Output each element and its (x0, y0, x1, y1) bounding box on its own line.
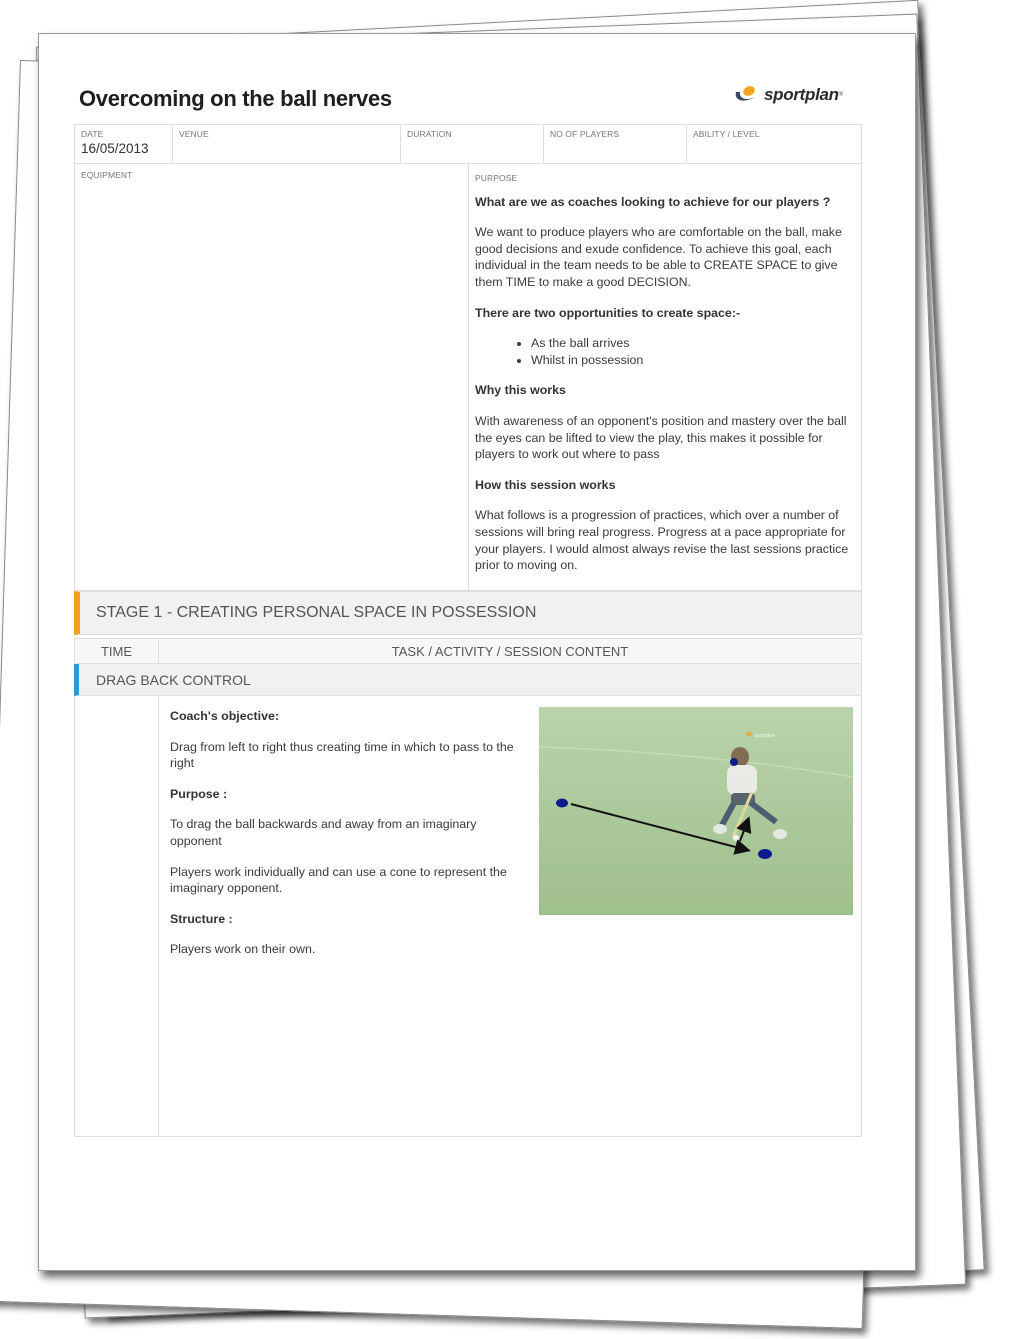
task-column-header: TASK / ACTIVITY / SESSION CONTENT (391, 643, 629, 659)
purpose-heading-opportunities: There are two opportunities to create space:- (475, 305, 741, 320)
registered-mark: ® (838, 92, 844, 98)
coach-objective-text: Drag from left to right thus creating time in which to pass to the right (170, 739, 514, 771)
activity-purpose-label: Purpose : (170, 786, 228, 801)
sportplan-swoosh-icon (733, 84, 763, 106)
session-details-grid (74, 124, 862, 1137)
list-item: • Whilst in possession (531, 352, 855, 369)
ability-cell (687, 125, 861, 163)
venue-label: VENUE (179, 129, 209, 139)
venue-cell (173, 125, 401, 163)
session-plan-page (38, 33, 916, 1271)
drill-diagram-image (539, 707, 853, 915)
purpose-heading-achieve: What are we as coaches looking to achieve for our players ? (475, 194, 831, 209)
info-row (74, 124, 862, 164)
duration-label: DURATION (407, 129, 452, 139)
ability-label: ABILITY / LEVEL (693, 129, 760, 139)
activity-time-cell (75, 696, 159, 1136)
purpose-paragraph-intro: We want to produce players who are comfortable on the ball, make good decisions and exude confidence. To achieve this goal, each individual in the team needs to be able to CREATE SPACE to give them TIME to make a good DECISION. (475, 225, 842, 289)
purpose-label: PURPOSE (475, 173, 518, 183)
date-value: 16/05/2013 (81, 141, 149, 156)
equipment-cell (75, 164, 469, 590)
activity-description (170, 708, 530, 958)
date-cell (75, 125, 173, 163)
purpose-heading-how: How this session works (475, 477, 616, 492)
activity-content-cell (159, 696, 861, 1136)
duration-cell (401, 125, 544, 163)
coach-objective-label: Coach's objective: (170, 709, 279, 723)
activity-column-headers (74, 638, 862, 664)
equipment-label: EQUIPMENT (81, 170, 133, 180)
structure-label: Structure : (170, 911, 233, 926)
opportunities-list (475, 335, 855, 368)
stage-header: STAGE 1 - CREATING PERSONAL SPACE IN POSSESSION (74, 591, 862, 635)
activity-purpose-text: To drag the ball backwards and away from an imaginary opponent (170, 817, 477, 848)
purpose-heading-why: Why this works (475, 383, 566, 398)
purpose-paragraph-how: What follows is a progression of practices, which over a number of sessions will bring real progress. Progress at a pace appropriate for your players. I would almost always revise the last sessions practice prior to moving on. (475, 508, 849, 573)
players-label: NO OF PLAYERS (550, 129, 620, 139)
sportplan-logo (733, 84, 843, 106)
logo-wordmark: sportplan (764, 85, 839, 104)
purpose-paragraph-why: With awareness of an opponent's position and mastery over the ball the eyes can be lifted to view the play, this makes it possible for players to work out where to pass (475, 413, 847, 462)
svg-text:sportplan: sportplan (754, 733, 775, 739)
date-label: DATE (81, 129, 104, 139)
activity-row (74, 696, 862, 1137)
players-cell (544, 125, 687, 163)
page-title: Overcoming on the ball nerves (79, 86, 392, 111)
time-column-header: TIME (75, 639, 159, 663)
activity-header: DRAG BACK CONTROL (74, 664, 862, 696)
activity-note-text: Players work individually and can use a cone to represent the imaginary opponent. (170, 864, 507, 896)
purpose-cell (469, 164, 861, 590)
equipment-purpose-row (74, 164, 862, 591)
list-item: • As the ball arrives (531, 335, 855, 352)
structure-text: Players work on their own. (170, 942, 316, 957)
